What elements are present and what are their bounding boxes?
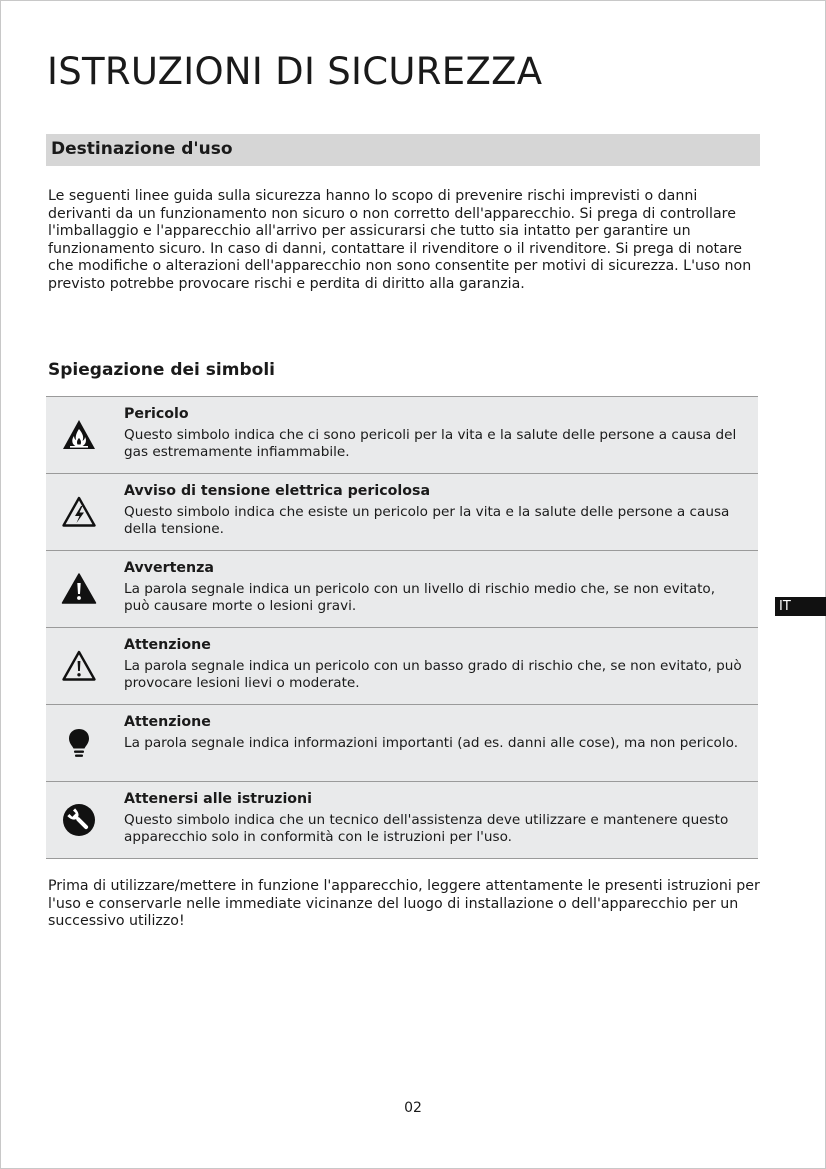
symbol-title: Attenzione [124, 714, 211, 730]
symbols-table [46, 396, 758, 859]
symbol-row-notice [46, 705, 758, 782]
wrench-icon [61, 802, 97, 838]
symbol-description: Questo simbolo indica che un tecnico dell'assistenza deve utilizzare e mantenere questo apparecchio solo in conformità con le istruzioni per l'uso. [124, 812, 729, 845]
symbol-title: Pericolo [124, 406, 189, 422]
symbol-row-warning [46, 551, 758, 628]
symbol-title: Attenzione [124, 637, 211, 653]
symbols-heading: Spiegazione dei simboli [48, 360, 275, 380]
intended-use-heading: Destinazione d'uso [51, 139, 233, 159]
intended-use-text: Le seguenti linee guida sulla sicurezza hanno lo scopo di prevenire rischi imprevisti o danni derivanti da un funzionamento non sicuro o non corretto dell'apparecchio. Si prega di controllare l'imballaggio e l'apparecchio all'arrivo per assicurarsi che tutto sia intatto per garantire un funzionamento sicuro. In caso di danni, contattare il rivenditore o il rivenditore. Si prega di notare che modifiche o alterazioni dell'apparecchio non sono consentite per motivi di sicurezza. L'uso non previsto potrebbe provocare rischi e perdita di diritto alla garanzia. [48, 188, 752, 292]
symbol-row-danger [46, 397, 758, 474]
warning-filled-icon [61, 571, 97, 607]
language-tab: IT [775, 597, 826, 616]
symbol-description: La parola segnale indica un pericolo con un basso grado di rischio che, se non evitato, può provocare lesioni lievi o moderate. [124, 658, 742, 691]
symbol-description: La parola segnale indica un pericolo con un livello di rischio medio che, se non evitato, può causare morte o lesioni gravi. [124, 581, 716, 614]
symbol-row-caution [46, 628, 758, 705]
warning-outline-icon [61, 648, 97, 684]
intended-use-heading-bar [46, 134, 760, 166]
symbol-title: Attenersi alle istruzioni [124, 791, 313, 807]
flammable-hazard-icon [61, 417, 97, 453]
symbol-description: Questo simbolo indica che ci sono pericoli per la vita e la salute delle persone a causa del gas estremamente infiammabile. [124, 427, 737, 460]
symbol-description: Questo simbolo indica che esiste un pericolo per la vita e la salute delle persone a causa della tensione. [124, 504, 730, 537]
symbol-row-electric [46, 474, 758, 551]
symbol-title: Avviso di tensione elettrica pericolosa [124, 483, 431, 499]
symbol-description: La parola segnale indica informazioni importanti (ad es. danni alle cose), ma non pericolo. [124, 735, 739, 751]
page-title: ISTRUZIONI DI SICUREZZA [47, 50, 543, 93]
closing-note: Prima di utilizzare/mettere in funzione l'apparecchio, leggere attentamente le presenti istruzioni per l'uso e conservarle nelle immediate vicinanze del luogo di installazione o dell'apparecchio per un successivo utilizzo! [48, 878, 760, 929]
lightbulb-icon [61, 725, 97, 761]
symbol-row-instructions [46, 782, 758, 859]
electric-hazard-icon [61, 494, 97, 530]
symbol-title: Avvertenza [124, 560, 214, 576]
page-number: 02 [404, 1100, 422, 1116]
